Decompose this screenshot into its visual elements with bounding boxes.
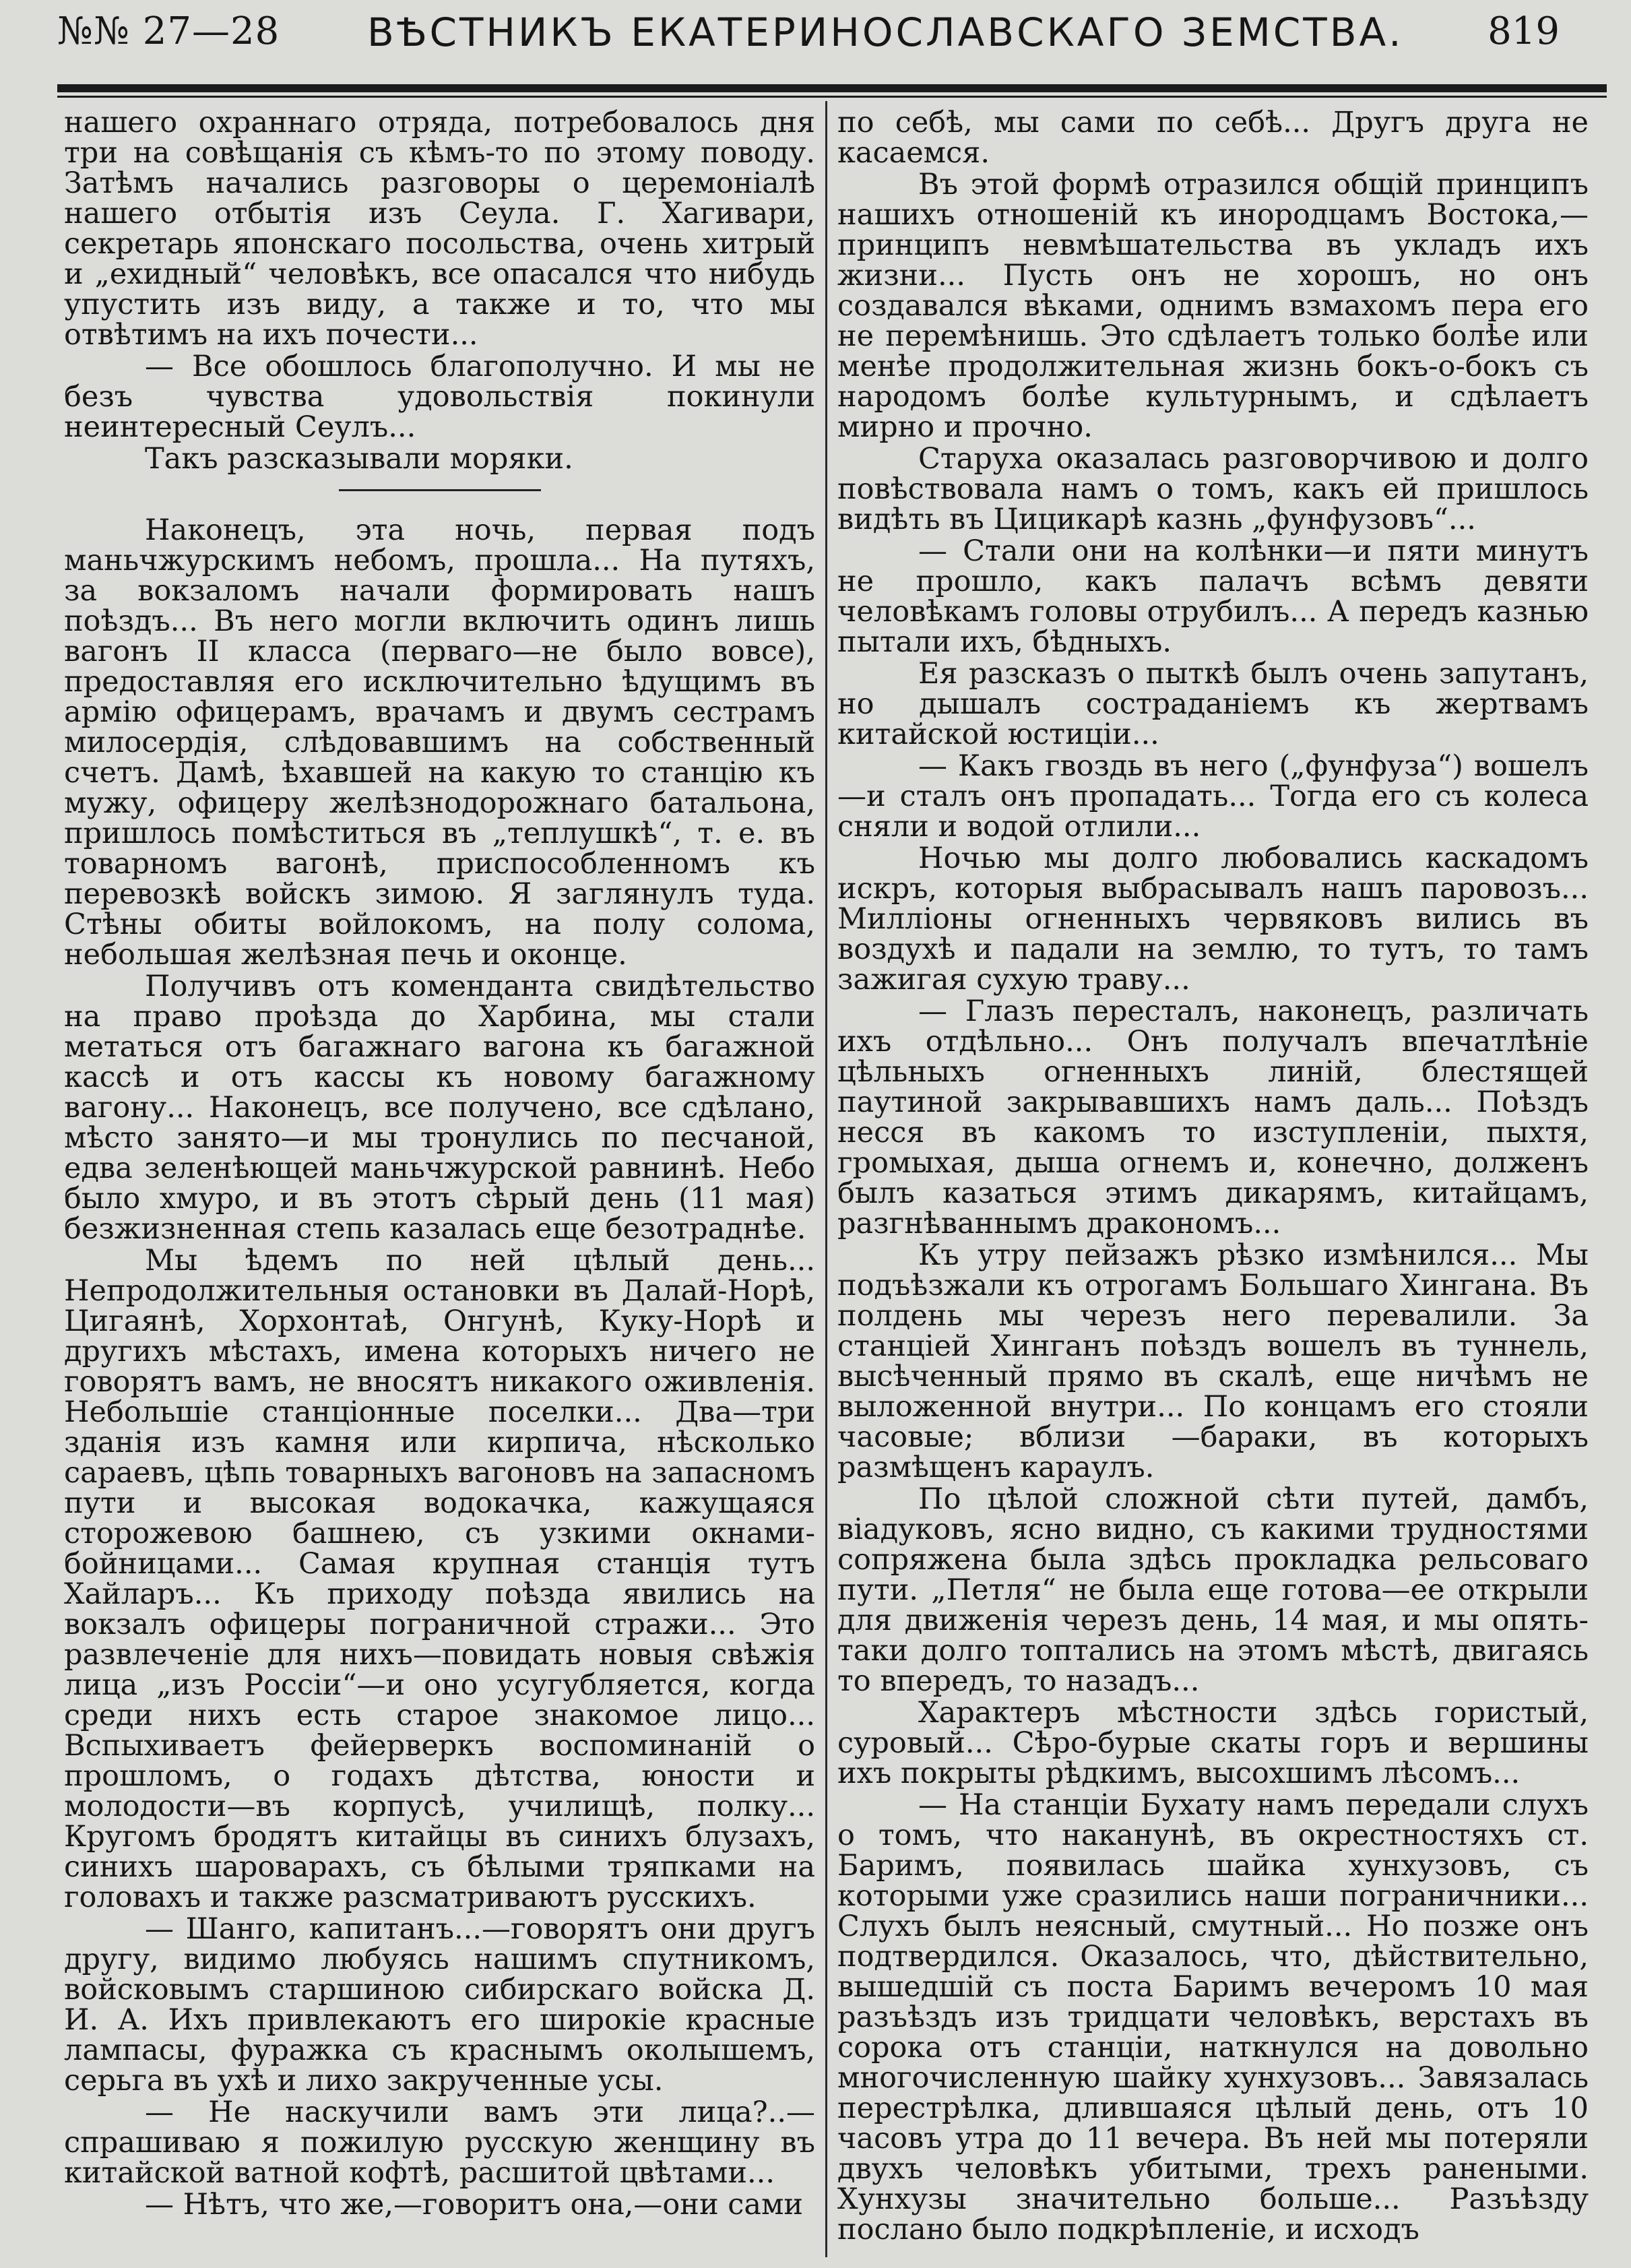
paragraph: — Стали они на колѣнки—и пяти минутъ не прошло, какъ палачъ всѣмъ девяти человѣкамъ головы отрубилъ... А передъ казнью пытали ихъ, бѣдныхъ. bbox=[837, 534, 1589, 659]
header-rule-thin bbox=[57, 96, 1607, 98]
page-number: 819 bbox=[1488, 9, 1560, 53]
publication-title: ВѢСТНИКЪ ЕКАТЕРИНОСЛАВСКАГО ЗЕМСТВА. bbox=[367, 9, 1404, 55]
paragraph: — Глазъ пересталъ, наконецъ, различать ихъ отдѣльно... Онъ получалъ впечатлѣніе цѣльныхъ огненныхъ линій, блестящей паутиной закрывавшихъ намъ даль... Поѣздъ несся въ какомъ то изступленіи, пыхтя, громыхая, дыша огнемъ и, конечно, долженъ былъ казаться этимъ дикарямъ, китайцамъ, разгнѣваннымъ дракономъ... bbox=[837, 995, 1589, 1240]
column-divider bbox=[825, 101, 827, 2257]
paragraph: нашего охраннаго отряда, потребовалось дня три на совѣщанія съ кѣмъ-то по этому поводу. Затѣмъ начались разговоры о церемоніалѣ нашего отбытія изъ Сеула. Г. Хагивари, секретарь японскаго посольства, очень хитрый и „ехидный“ человѣкъ, все опасался что нибудь упустить изъ виду, а также и то, что мы отвѣтимъ на ихъ почести... bbox=[64, 108, 815, 352]
paragraph: Наконецъ, эта ночь, первая подъ маньчжурскимъ небомъ, прошла... На путяхъ, за вокзаломъ начали формировать нашъ поѣздъ... Въ него могли включить одинъ лишь вагонъ II класса (перваго—не было вовсе), предоставляя его исключительно ѣдущимъ въ армію офицерамъ, врачамъ и двумъ сестрамъ милосердія, слѣдовавшимъ на собственный счетъ. Дамѣ, ѣхавшей на какую то станцію къ мужу, офицеру желѣзнодорожнаго батальона, пришлось помѣститься въ „теплушкѣ“, т. е. въ товарномъ вагонѣ, приспособленномъ къ перевозкѣ войскъ зимою. Я заглянулъ туда. Стѣны обиты войлокомъ, на полу солома, небольшая желѣзная печь и оконце. bbox=[64, 513, 815, 972]
paragraph: Ея разсказъ о пыткѣ былъ очень запутанъ, но дышалъ состраданіемъ къ жертвамъ китайской юстиціи... bbox=[837, 657, 1589, 751]
paragraph: Мы ѣдемъ по ней цѣлый день... Непродолжительныя остановки въ Далай-Норѣ, Цигаянѣ, Хорхонтаѣ, Онгунѣ, Куку-Норѣ и другихъ мѣстахъ, имена которыхъ ничего не говорятъ вамъ, не вносятъ никакого оживленія. Небольшіе станціонные поселки... Два—три зданія изъ камня или кирпича, нѣсколько сараевъ, цѣпь товарныхъ вагоновъ на запасномъ пути и высокая водокачка, кажущаяся сторожевою башнею, съ узкими окнами-бойницами... Самая крупная станція тутъ Хайларъ... Къ приходу поѣзда явились на вокзалъ офицеры пограничной стражи... Это развлеченіе для нихъ—повидать новыя свѣжія лица „изъ Россіи“—и оно усугубляется, когда среди нихъ есть старое знакомое лицо... Вспыхиваетъ фейерверкъ воспоминаній о прошломъ, о годахъ дѣтства, юности и молодости—въ корпусѣ, училищѣ, полку... Кругомъ бродятъ китайцы въ синихъ блузахъ, синихъ шароварахъ, съ бѣлыми тряпками на головахъ и также разсматриваютъ русскихъ. bbox=[64, 1244, 815, 1914]
paragraph: Такъ разсказывали моряки. bbox=[145, 442, 573, 476]
paragraph: — Нѣтъ, что же,—говоритъ она,—они сами bbox=[145, 2188, 804, 2222]
paragraph: — Какъ гвоздь въ него („фунфуза“) вошелъ —и сталъ онъ пропадать... Тогда его съ колеса сняли и водой отлили... bbox=[837, 749, 1589, 844]
left-column bbox=[64, 108, 815, 2261]
paragraph: Въ этой формѣ отразился общій принципъ нашихъ отношеній къ инородцамъ Востока,—принципъ невмѣшательства въ укладъ ихъ жизни... Пусть онъ не хорошъ, но онъ создавался вѣками, однимъ взмахомъ пера его не перемѣнишь. Это сдѣлаетъ только болѣе или менѣе продолжительная жизнь бокъ-о-бокъ съ народомъ болѣе культурнымъ, и сдѣлаетъ мирно и прочно. bbox=[837, 168, 1589, 444]
paragraph: Къ утру пейзажъ рѣзко измѣнился... Мы подъѣзжали къ отрогамъ Большаго Хингана. Въ полдень мы черезъ него перевалили. За станціей Хинганъ поѣздъ вошелъ въ туннель, высѣченный прямо въ скалѣ, еще ничѣмъ не выложенной внутри... По концамъ его стояли часовые; вблизи —бараки, въ которыхъ размѣщенъ караулъ. bbox=[837, 1238, 1589, 1484]
paragraph: по себѣ, мы сами по себѣ... Другъ друга не касаемся. bbox=[837, 108, 1589, 170]
issue-number: №№ 27—28 bbox=[57, 9, 280, 53]
paragraph: — Не наскучили вамъ эти лица?..—спрашиваю я пожилую русскую женщину въ китайской ватной кофтѣ, расшитой цвѣтами... bbox=[64, 2096, 815, 2190]
paragraph: По цѣлой сложной сѣти путей, дамбъ, віадуковъ, ясно видно, съ какими трудностями сопряжена была здѣсь прокладка рельсоваго пути. „Петля“ не была еще готова—ее открыли для движенія черезъ день, 14 мая, и мы опять-таки долго топтались на этомъ мѣстѣ, двигаясь то впередъ, то назадъ... bbox=[837, 1482, 1589, 1698]
paragraph: Ночью мы долго любовались каскадомъ искръ, которыя выбрасывалъ нашъ паровозъ... Милліоны огненныхъ червяковъ вились въ воздухѣ и падали на землю, то тутъ, то тамъ зажигая сухую траву... bbox=[837, 842, 1589, 997]
paragraph: — Шанго, капитанъ...—говорятъ они другъ другу, видимо любуясь нашимъ спутникомъ, войсковымъ старшиною сибирскаго войска Д. И. А. Ихъ привлекаютъ его широкіе красные лампасы, фуражка съ краснымъ околышемъ, серьга въ ухѣ и лихо закрученные усы. bbox=[64, 1912, 815, 2098]
paragraph: Характеръ мѣстности здѣсь гористый, суровый... Сѣро-бурые скаты горъ и вершины ихъ покрыты рѣдкимъ, высохшимъ лѣсомъ... bbox=[837, 1696, 1589, 1790]
section-separator bbox=[339, 489, 541, 491]
paragraph: Получивъ отъ коменданта свидѣтельство на право проѣзда до Харбина, мы стали метаться отъ багажнаго вагона къ багажной кассѣ и отъ кассы къ новому багажному вагону... Наконецъ, все получено, все сдѣлано, мѣсто занято—и мы тронулись по песчаной, едва зеленѣющей маньчжурской равнинѣ. Небо было хмуро, и въ этотъ сѣрый день (11 мая) безжизненная степь казалась еще безотраднѣе. bbox=[64, 970, 815, 1246]
header-rule-thick bbox=[57, 84, 1607, 92]
paragraph: — На станціи Бухату намъ передали слухъ о томъ, что наканунѣ, въ окрестностяхъ ст. Баримъ, появилась шайка хунхузовъ, съ которыми уже сразились наши пограничники... Слухъ былъ неясный, смутный... Но позже онъ подтвердился. Оказалось, что, дѣйствительно, вышедшій съ поста Баримъ вечеромъ 10 мая разъѣздъ изъ тридцати человѣкъ, верстахъ въ сорока отъ станціи, наткнулся на довольно многочисленную шайку хунхузовъ... Завязалась перестрѣлка, длившаяся цѣлый день, отъ 10 часовъ утра до 11 вечера. Въ ней мы потеряли двухъ человѣкъ убитыми, трехъ ранеными. Хунхузы значительно больше... Разъѣзду послано было подкрѣпленіе, и исходъ bbox=[837, 1788, 1589, 2246]
paragraph: Старуха оказалась разговорчивою и долго повѣствовала намъ о томъ, какъ ей пришлось видѣть въ Цицикарѣ казнь „фунфузовъ“... bbox=[837, 442, 1589, 536]
page-header bbox=[57, 5, 1607, 80]
paragraph: — Все обошлось благополучно. И мы не безъ чувства удовольствія покинули неинтересный Сеулъ... bbox=[64, 350, 815, 444]
right-column bbox=[837, 108, 1589, 2261]
